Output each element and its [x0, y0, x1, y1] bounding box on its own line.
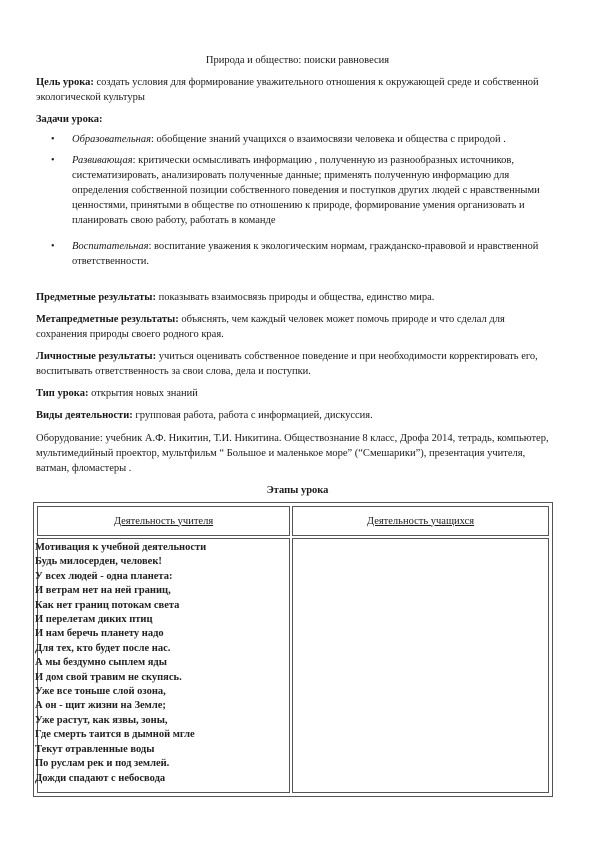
header-teacher: Деятельность учителя [37, 506, 290, 536]
task-item [36, 153, 551, 228]
document-title: Природа и общество: поиски равновесия [205, 55, 390, 66]
poem-line: И ветрам нет на ней границ, [35, 585, 171, 597]
poem-line: Мотивация к учебной деятельности [35, 542, 207, 553]
lesson-goal [36, 75, 551, 105]
subject-results [36, 290, 551, 305]
activities-text: групповая работа, работа с информацией, дискуссия. [132, 410, 373, 421]
personal-results [36, 349, 551, 379]
tasks-list [36, 132, 551, 269]
task-text: : обобщение знаний учащихся о взаимосвязи человека и общества с природой . [151, 134, 506, 145]
task-item [36, 132, 551, 147]
bullet-icon: • [51, 134, 55, 145]
poem-line: И нам беречь планету надо [35, 628, 164, 640]
poem-line: Уже растут, как язвы, зоны, [35, 714, 168, 726]
poem-line: По руслам рек и под землей. [35, 758, 170, 770]
task-text: : воспитание уважения к экологическим нормам, гражданско-правовой и нравственной ответственности. [72, 241, 539, 267]
poem-line: Для тех, кто будет после нас. [35, 642, 171, 654]
students-cell [292, 538, 549, 793]
poem-line: Текут отравленные воды [35, 743, 155, 755]
poem-line: Где смерть таится в дымной мгле [35, 729, 195, 741]
lesson-type [36, 386, 551, 401]
tasks-heading [36, 112, 551, 127]
task-type: Развивающая [72, 155, 133, 166]
activities [36, 408, 551, 423]
stages-title: Этапы урока [266, 485, 329, 496]
bullet-icon: • [51, 241, 55, 252]
task-item [36, 239, 551, 269]
poem-line: А мы бездумно сыплем яды [35, 657, 167, 669]
meta-results-text: объяснять, чем каждый человек может помочь природе и что сделал для сохранения природы своего родного края. [36, 314, 505, 340]
header-students: Деятельность учащихся [292, 506, 549, 536]
poem-line: Дожди спадают с небосвода [35, 772, 166, 784]
teacher-poem [35, 541, 285, 786]
poem-line: Как нет границ потокам света [35, 599, 180, 611]
lesson-type-text: открытия новых знаний [88, 388, 198, 399]
personal-results-label: Личностные результаты: [36, 351, 157, 362]
poem-line: Уже все тоньше слой озона, [35, 686, 166, 698]
poem-line: И перелетам диких птиц [35, 614, 153, 626]
task-type: Воспитательная [72, 241, 149, 252]
personal-results-text: учиться оценивать собственное поведение и при необходимости корректировать его, воспитывать ответственность за свои слова, дела и поступки. [36, 351, 538, 377]
meta-results-label: Метапредметные результаты: [36, 314, 179, 325]
subject-results-text: показывать взаимосвязь природы и общества, единство мира. [156, 292, 435, 303]
bullet-icon: • [51, 155, 55, 166]
lesson-goal-label: Цель урока: [36, 77, 94, 88]
equipment: Оборудование: учебник А.Ф. Никитин, Т.И. Никитина. Обществознание 8 класс, Дрофа 2014, тетрадь, компьютер, мультимедийный проектор, мультфильм “ Большое и маленькое море” (“Смешарики”), презентация учителя, ватман, фломастеры . [36, 433, 549, 474]
poem-line: А он - щит жизни на Земле; [35, 700, 166, 712]
lesson-type-label: Тип урока: [36, 388, 89, 399]
task-text: : критически осмысливать информацию , полученную из разнообразных источников, систематизировать, анализировать полученные данные; применять полученную информацию для определения собственной позиции собственного поведения и поступков других людей с нравственными ценностями, принятыми в обществе по отношению к природе, формирование умения организовать и планировать свою работу, работать в команде [72, 155, 540, 226]
meta-results [36, 312, 551, 342]
task-type: Образовательная [72, 134, 151, 145]
poem-line: Будь милосерден, человек! [35, 556, 162, 568]
tasks-label: Задачи урока: [36, 114, 103, 125]
lesson-goal-text: создать условия для формирование уважительного отношения к окружающей среде и собственной экологической культуры [36, 77, 539, 103]
activities-label: Виды деятельности: [36, 410, 133, 421]
subject-results-label: Предметные результаты: [36, 292, 156, 303]
poem-line: И дом свой травим не скупясь. [35, 671, 182, 683]
poem-line: У всех людей - одна планета: [35, 570, 173, 582]
